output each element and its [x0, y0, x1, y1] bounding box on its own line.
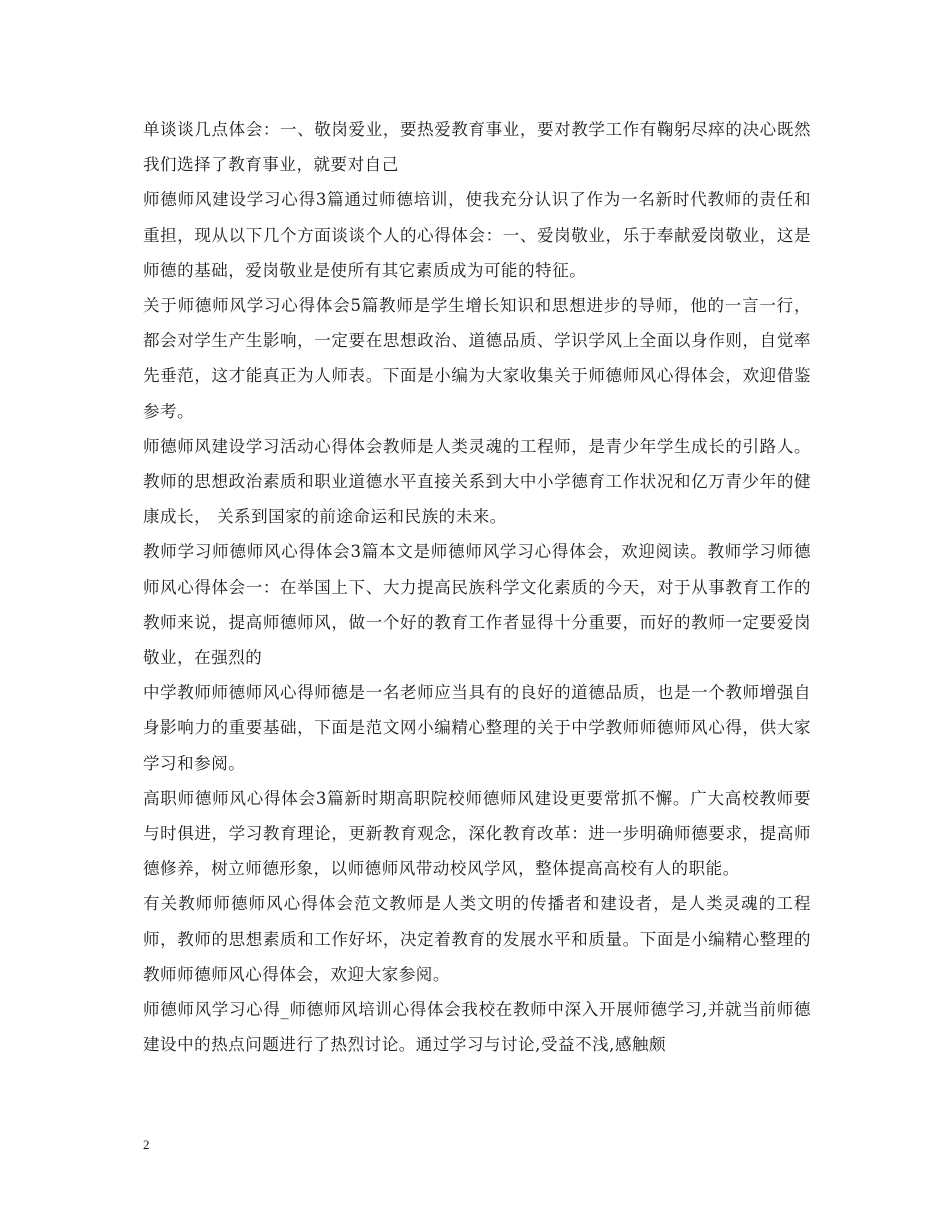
- paragraph: 教师学习师德师风心得体会3篇本文是师德师风学习心得体会，欢迎阅读。教师学习师德师风心得体会一：在举国上下、大力提高民族科学文化素质的今天，对于从事教育工作的教师来说，提高师德师风，做一个好的教育工作者显得十分重要，而好的教师一定要爱岗敬业，在强烈的: [143, 542, 811, 668]
- paragraph: 有关教师师德师风心得体会范文教师是人类文明的传播者和建设者，是人类灵魂的工程师，教师的思想素质和工作好坏，决定着教育的发展水平和质量。下面是小编精心整理的教师师德师风心得体会，欢迎大家参阅。: [143, 894, 811, 984]
- paragraph: 关于师德师风学习心得体会5篇教师是学生增长知识和思想进步的导师，他的一言一行，都会对学生产生影响，一定要在思想政治、道德品质、学识学风上全面以身作则，自觉率先垂范，这才能真正为人师表。下面是小编为大家收集关于师德师风心得体会，欢迎借鉴参考。: [143, 296, 811, 421]
- paragraph: 师德师风学习心得_师德师风培训心得体会我校在教师中深入开展师德学习,并就当前师德建设中的热点问题进行了热烈讨论。通过学习与讨论,受益不浅,感触颇: [143, 1000, 811, 1055]
- paragraph: 师德师风建设学习心得3篇通过师德培训，使我充分认识了作为一名新时代教师的责任和重担，现从以下几个方面谈谈个人的心得体会：一、爱岗敬业，乐于奉献爱岗敬业，这是师德的基础，爱岗敬业是使所有其它素质成为可能的特征。: [143, 190, 811, 280]
- paragraph: 单谈谈几点体会：一、敬岗爱业，要热爱教育事业，要对教学工作有鞠躬尽瘁的决心既然我们选择了教育事业，就要对自己: [143, 120, 811, 175]
- paragraph: 中学教师师德师风心得师德是一名老师应当具有的良好的道德品质，也是一个教师增强自身影响力的重要基础，下面是范文网小编精心整理的关于中学教师师德师风心得，供大家学习和参阅。: [143, 683, 811, 773]
- paragraph: 高职师德师风心得体会3篇新时期高职院校师德师风建设更要常抓不懈。广大高校教师要与时俱进，学习教育理论，更新教育观念，深化教育改革：进一步明确师德要求，提高师德修养，树立师德形象，以师德师风带动校风学风，整体提高高校有人的职能。: [143, 788, 811, 879]
- paragraph: 师德师风建设学习活动心得体会教师是人类灵魂的工程师，是青少年学生成长的引路人。教师的思想政治素质和职业道德水平直接关系到大中小学德育工作状况和亿万青少年的健康成长， 关系到国家的前途命运和民族的未来。: [143, 436, 811, 527]
- document-body: [143, 112, 811, 1062]
- page-number: 2: [143, 1137, 150, 1152]
